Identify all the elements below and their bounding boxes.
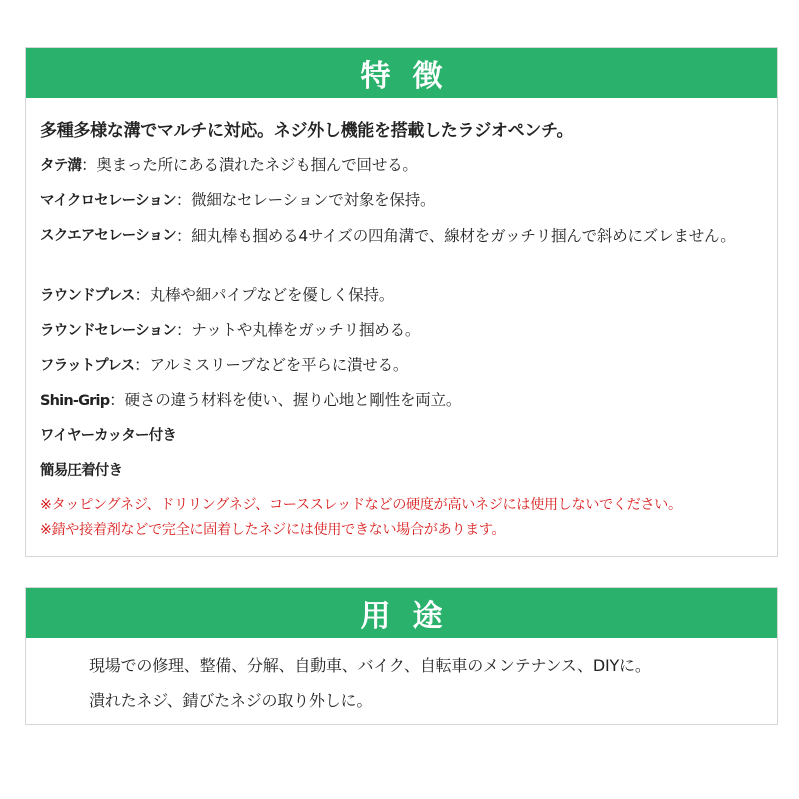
feature-sep: ： [175,227,192,245]
feature-desc: 奥まった所にある潰れたネジも掴んで回せる。 [96,156,418,174]
usage-line: 現場での修理、整備、分解、自動車、バイク、自転車のメンテナンス、DIYに。 [89,656,651,675]
features-panel [25,47,778,557]
feature-desc: 微細なセレーションで対象を保持。 [191,191,436,209]
feature-desc: アルミスリーブなどを平らに潰せる。 [149,356,409,374]
warning-note: ※錆や接着剤などで完全に固着したネジには使用できない場合があります。 [40,522,506,538]
feature-sep: ： [175,191,192,209]
feature-term: ラウンドセレーション [40,323,176,339]
feature-item [40,153,418,178]
feature-desc: ナットや丸棒をガッチリ掴める。 [191,321,421,339]
feature-term: Shin-Grip [40,393,110,409]
feature-item [40,318,420,343]
feature-sep: ： [109,391,125,409]
usage-heading: 用途 [26,588,777,638]
features-lead: 多種多様な溝でマルチに対応。ネジ外し機能を搭載したラジオペンチ。 [40,121,574,141]
feature-item [40,188,435,213]
feature-item [40,283,394,308]
warning-note: ※タッピングネジ、ドリリングネジ、コーススレッドなどの硬度が高いネジには使用しないでください。 [40,497,682,513]
feature-term: フラットプレス [40,358,135,374]
feature-desc: 丸棒や細パイプなどを優しく保持。 [149,286,395,304]
feature-desc: 細丸棒も掴める4サイズの四角溝で、線材をガッチリ掴んで斜めにズレません。 [191,227,736,245]
feature-term: ラウンドプレス [40,288,135,304]
feature-item [40,388,461,413]
feature-item [40,224,751,248]
feature-term: マイクロセレーション [40,193,176,209]
feature-item [40,353,408,378]
feature-term: タテ溝 [40,158,82,174]
feature-sep: ： [81,156,97,174]
features-heading: 特徴 [26,48,777,98]
feature-term: ワイヤーカッター付き [40,428,177,444]
feature-sep: ： [134,286,150,304]
feature-desc: 硬さの違う材料を使い、握り心地と剛性を両立。 [124,391,462,409]
feature-sep: ： [134,356,150,374]
feature-sep: ： [175,321,192,339]
feature-term: 簡易圧着付き [40,463,123,479]
usage-panel [25,587,778,725]
usage-line: 潰れたネジ、錆びたネジの取り外しに。 [89,691,373,710]
feature-item [40,423,176,448]
feature-item [40,458,122,483]
feature-term: スクエアセレーション [40,228,176,244]
